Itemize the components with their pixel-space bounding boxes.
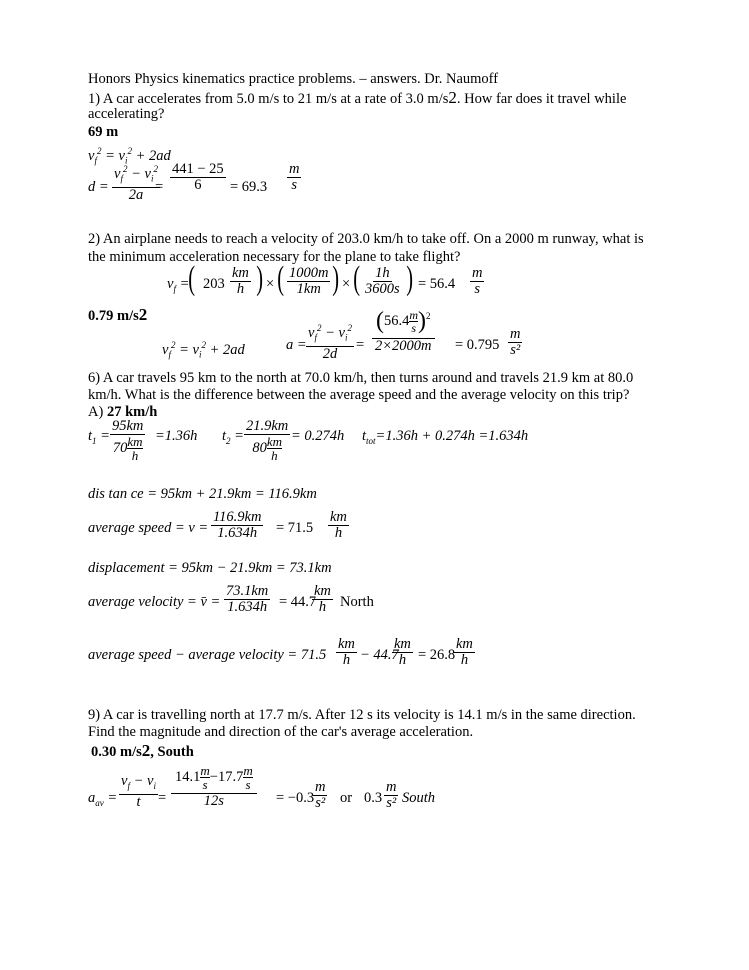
problem-2-accel-unit: $\frac{m}{\text{s²}}$ <box>510 326 521 358</box>
problem-6-t1-label: $t_1$ = <box>88 428 110 446</box>
problem-2-velocity-unit: $\frac{m}{s}$ <box>472 265 483 297</box>
problem-9-result-unit: $\frac{m}{\text{s²}}$ <box>315 779 326 811</box>
problem-6-avg-speed-fraction: $\frac{116.9km}{1.634h}$ <box>213 509 262 541</box>
problem-6-avg-velocity-result: = 44.7 <box>279 594 317 610</box>
problem-9-fraction-2: 14.1 m s −17.7 m s 12s <box>171 762 257 809</box>
problem-6-avg-velocity-label: average velocity = v̄ = <box>88 594 221 610</box>
problem-1-question-line2: accelerating? <box>88 106 165 122</box>
problem-9-answer: 0.30 m/s2, South <box>91 741 194 760</box>
problem-2-conversion-1: $\frac{km}{h}$ <box>232 265 249 297</box>
problem-1-answer: 69 m <box>88 124 119 140</box>
problem-6-t1-result: =1.36h <box>155 428 198 444</box>
problem-9-aav-label: $a_{av}$ = <box>88 790 118 808</box>
problem-6-avg-speed-result: = 71.5 <box>276 520 314 536</box>
problem-2-accel-fraction: $\frac{v_f^2 - v_i^2}{2d}$ <box>308 323 352 362</box>
problem-2-vf-label: $v_f$ = <box>167 276 190 294</box>
problem-6-avg-speed-unit: $\frac{km}{h}$ <box>330 509 347 541</box>
problem-9-south: South <box>402 790 436 806</box>
problem-6-avg-speed-label: average speed = v = <box>88 520 209 536</box>
document-header: Honors Physics kinematics practice problems. – answers. Dr. Naumoff <box>88 71 499 87</box>
problem-2-question-line1: 2) An airplane needs to reach a velocity of 203.0 km/h to take off. On a 2000 m runway, what is <box>88 231 644 247</box>
problem-2-answer: 0.79 m/s2 <box>88 305 148 324</box>
problem-9-question-line1: 9) A car is travelling north at 17.7 m/s. After 12 s its velocity is 14.1 m/s in the same direction. <box>88 707 636 723</box>
problem-6-diff-unit-2: $\frac{km}{h}$ <box>394 636 411 668</box>
problem-2-velocity-result: = 56.4 <box>418 276 456 292</box>
problem-6-t2-result: = 0.274h <box>291 428 345 444</box>
problem-6-question-line1: 6) A car travels 95 km to the north at 70.0 km/h, then turns around and travels 21.9 km at 80.0 <box>88 370 634 386</box>
problem-6-diff-unit-3: $\frac{km}{h}$ <box>456 636 473 668</box>
problem-1-d-label: d = <box>88 179 109 195</box>
problem-9-question-line2: Find the magnitude and direction of the car's average acceleration. <box>88 724 474 740</box>
problem-2-equation-2: $v_f^2 = v_i^2 + 2ad$ <box>162 340 245 360</box>
problem-6-t2-label: $t_2$ = <box>222 428 244 446</box>
problem-6-total-time: $t_{tot}=1.36h + 0.274h =1.634h$ <box>362 428 529 446</box>
problem-1-equation-1: $v_f^2 = v_i^2 + 2ad$ <box>88 146 171 166</box>
problem-6-displacement: displacement = 95km − 21.9km = 73.1km <box>88 560 332 576</box>
problem-9-result: = −0.3 <box>276 790 315 806</box>
problem-1-fraction-2: $\frac{441 - 25}{6}$ <box>172 161 224 193</box>
problem-6-avg-velocity-unit: $\frac{km}{h}$ <box>314 583 331 615</box>
problem-6-diff-unit-1: $\frac{km}{h}$ <box>338 636 355 668</box>
problem-6-distance: dis tan ce = 95km + 21.9km = 116.9km <box>88 486 317 502</box>
problem-2-accel-result: = 0.795 <box>455 337 500 353</box>
problem-2-question-line2: the minimum acceleration necessary for the plane to take flight? <box>88 249 461 265</box>
problem-6-north: North <box>340 594 374 610</box>
problem-1-result: = 69.3 <box>230 179 268 195</box>
problem-6-difference-label: average speed − average velocity = 71.5 <box>88 647 327 663</box>
problem-9-fraction-1: $\frac{v_f - v_i}{t}$ <box>121 773 156 810</box>
problem-6-answer: A) 27 km/h <box>88 404 158 420</box>
problem-6-question-line2: km/h. What is the difference between the average speed and the average velocity on this trip? <box>88 387 630 403</box>
problem-6-diff-result: = 26.8 <box>418 647 456 663</box>
problem-6-t1-fraction: 95km 70 km h <box>112 418 144 463</box>
problem-1-fraction-1: $\frac{v_f^2 - v_i^2}{2a}$ <box>114 164 158 203</box>
problem-9-or: or <box>340 790 353 806</box>
problem-6-t2-fraction: 21.9km 80 km h <box>246 418 289 463</box>
problem-9-alt-value: 0.3 <box>364 790 383 806</box>
problem-6-avg-velocity-fraction: $\frac{73.1km}{1.634h}$ <box>226 583 269 615</box>
problem-1-question-line1: 1) A car accelerates from 5.0 m/s to 21 m/s at a rate of 3.0 m/s2. How far does it travel while <box>88 88 627 107</box>
problem-1-unit: $\frac{m}{s}$ <box>289 161 300 193</box>
problem-2-a-label: a = <box>286 337 307 353</box>
problem-2-conversion-3: $\frac{1h}{3600s}$ <box>365 265 400 297</box>
problem-2-conversion-2: $\frac{1000m}{1km}$ <box>289 265 329 297</box>
problem-2-big-fraction: (56.4 $\frac{m}{s}$ )$^2$ 2×2000m <box>372 305 435 354</box>
problem-9-alt-unit: $\frac{m}{\text{s²}}$ <box>386 779 397 811</box>
